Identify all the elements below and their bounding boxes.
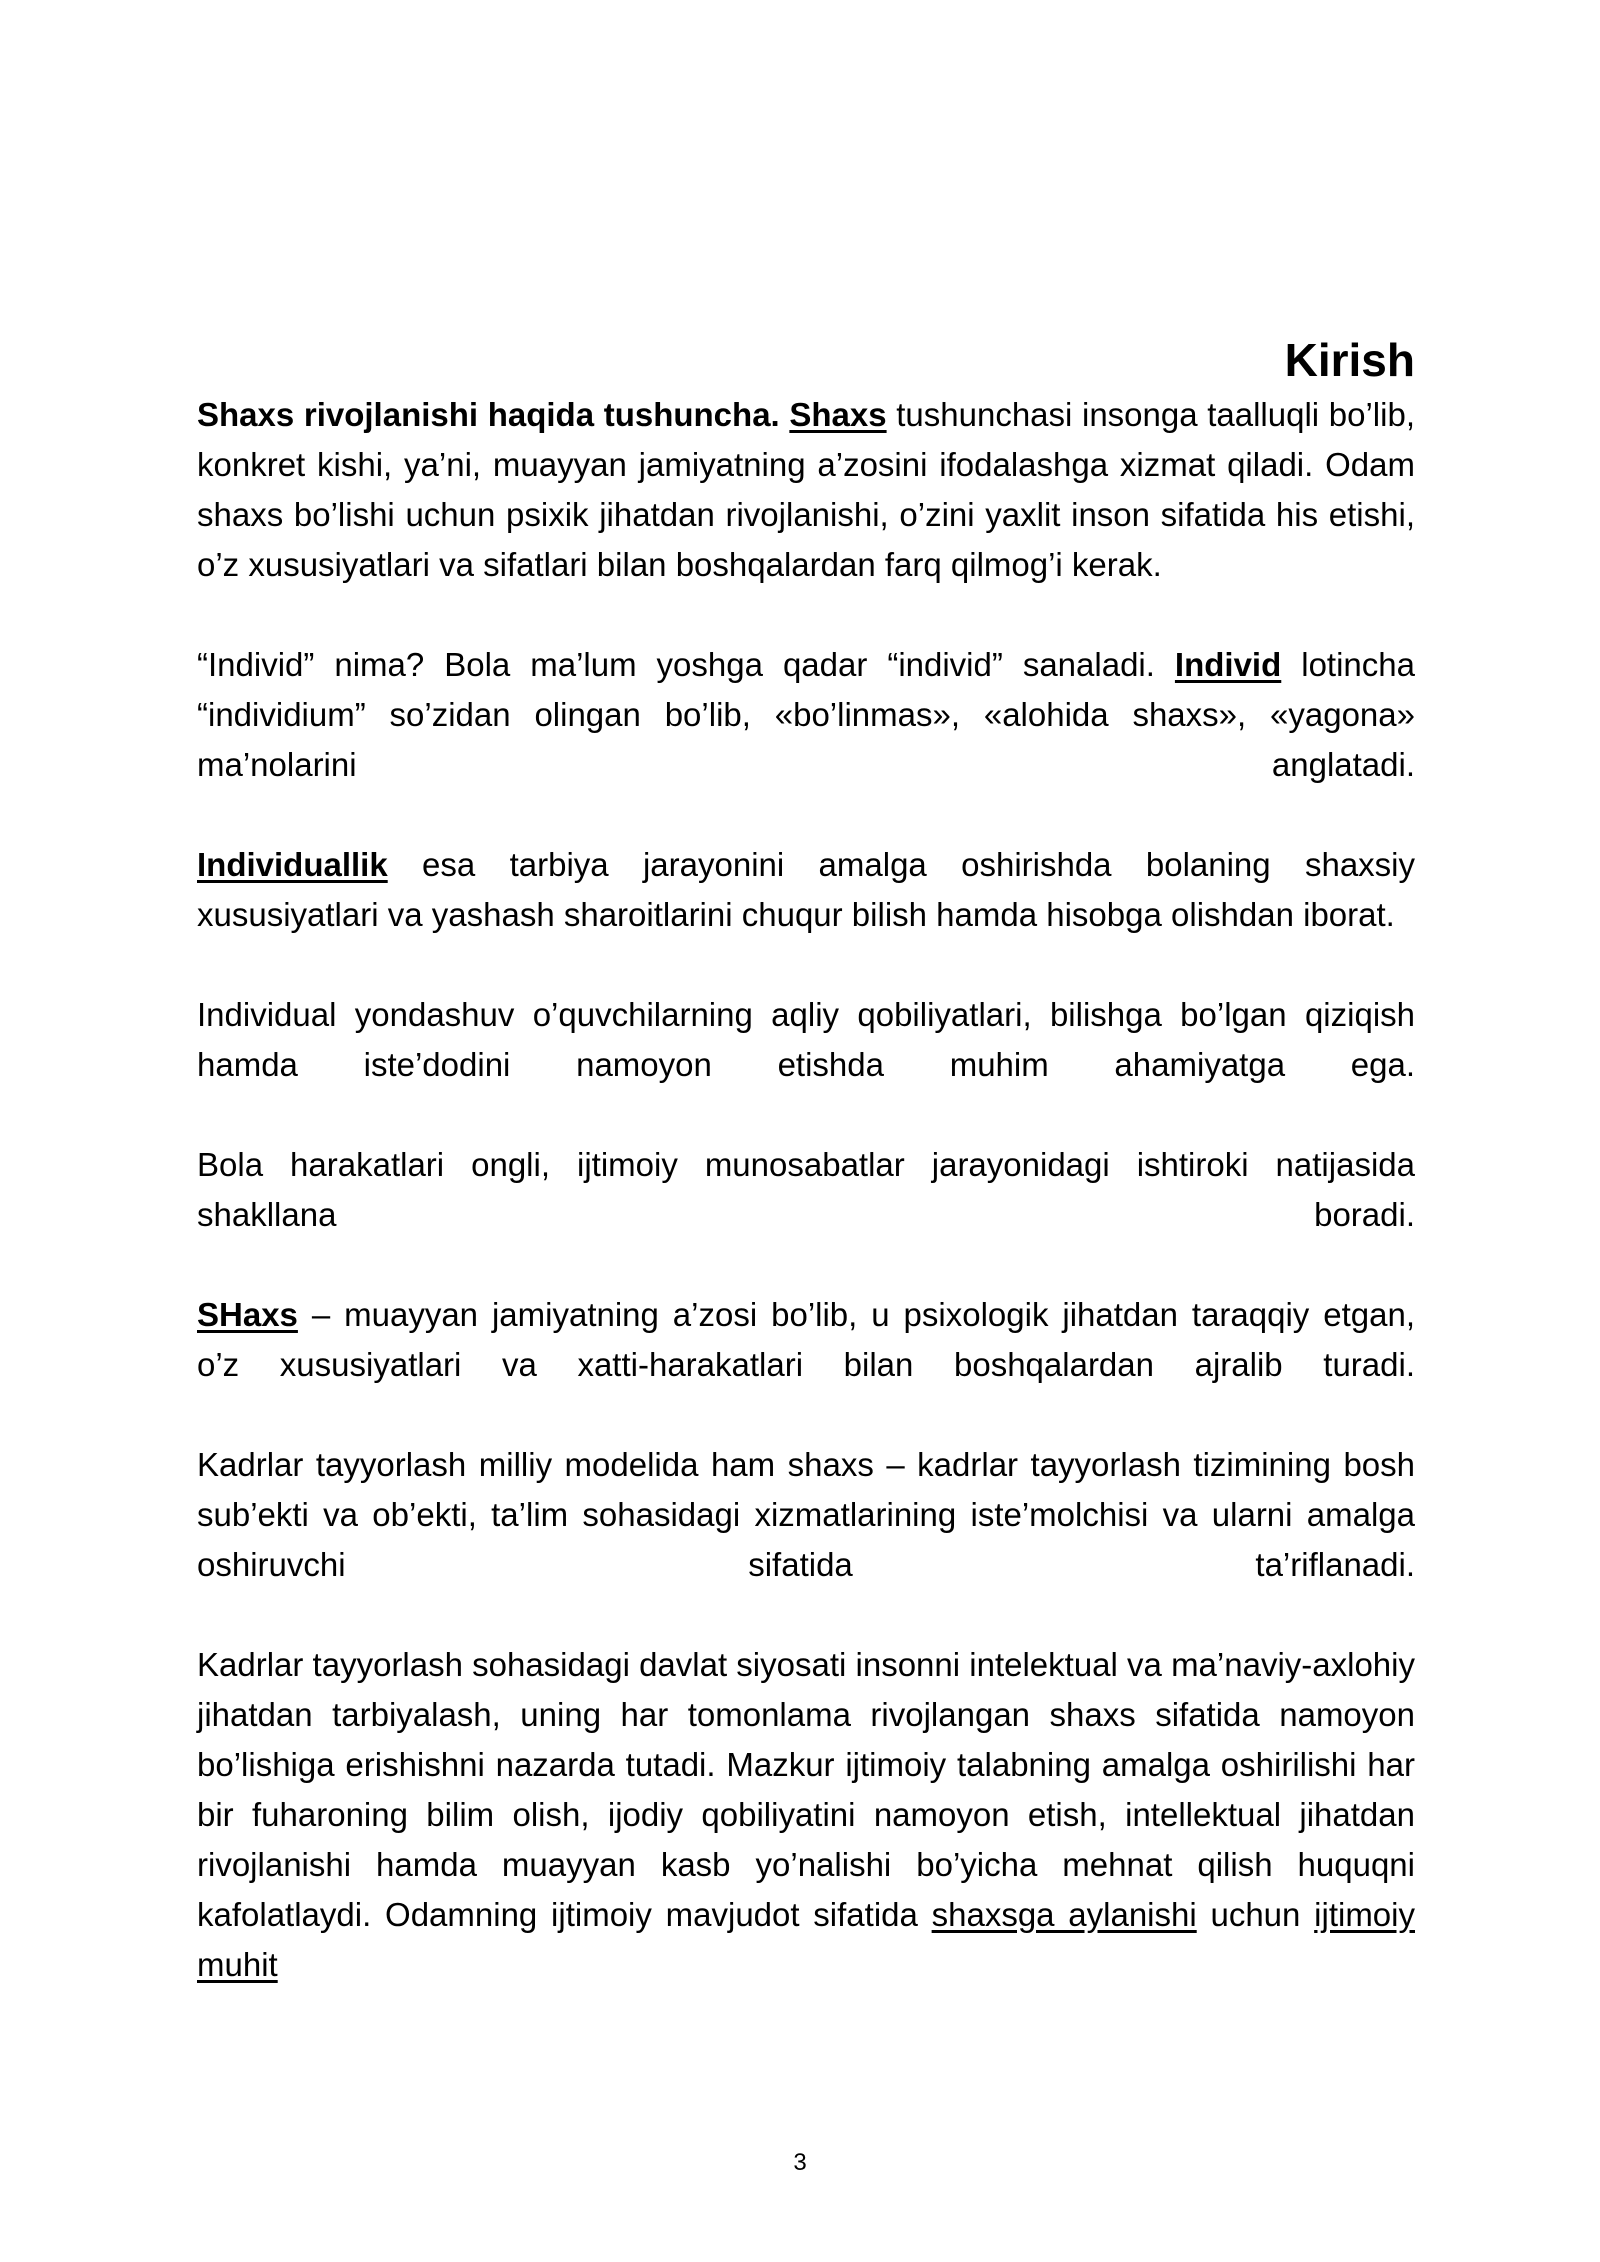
paragraph-bola-harakatlari: [197, 1140, 1415, 1240]
term-shaxs: Shaxs: [789, 396, 887, 433]
paragraph-text-after: lotincha “individium” so’zidan olingan bo’lib, «bo’linmas», «alohida shaxs», «yagona» ma’nolarini anglatadi.: [197, 646, 1415, 783]
paragraph-shaxs-definition: [197, 1290, 1415, 1390]
page-number: 3: [793, 2149, 807, 2176]
paragraph-text: Kadrlar tayyorlash milliy modelida ham shaxs – kadrlar tayyorlash tizimining bosh sub’ekti va ob’ekti, ta’lim sohasidagi xizmatlarining iste’molchisi va ularni amalga oshiruvchi sifatida ta’riflanadi.: [197, 1446, 1415, 1583]
paragraph-text-after: esa tarbiya jarayonini amalga oshirishda bolaning shaxsiy xususiyatlari va yashash sharoitlarini chuqur bilish hamda hisobga olishdan iborat.: [197, 846, 1416, 933]
paragraph-individ: [197, 640, 1415, 790]
paragraph-kadrlar-model: [197, 1440, 1415, 1590]
paragraph-text-before: “Individ” nima? Bola ma’lum yoshga qadar “individ” sanaladi.: [197, 646, 1155, 683]
document-page: [197, 330, 1415, 1990]
page-title: Kirish: [1284, 334, 1415, 386]
paragraph-tail-mid: uchun: [1210, 1896, 1301, 1933]
paragraph-davlat-siyosati: [197, 1640, 1415, 1990]
paragraph-shaxs-intro: [197, 390, 1415, 590]
lead-heading: Shaxs rivojlanishi haqida tushuncha.: [197, 396, 780, 433]
link-shaxsga-aylanishi[interactable]: shaxsga aylanishi: [931, 1896, 1197, 1933]
paragraph-individuallik: [197, 840, 1415, 940]
term-individ: Individ: [1174, 646, 1282, 683]
link-ijtimoiy-muhit[interactable]: ijtimoiy muhit: [197, 1896, 1415, 1983]
paragraph-individual-yondashuv: [197, 990, 1415, 1090]
paragraph-text: Individual yondashuv o’quvchilarning aqliy qobiliyatlari, bilishga bo’lgan qiziqish hamda iste’dodini namoyon etishda muhim ahamiyatga ega.: [197, 996, 1415, 1083]
paragraph-text: Bola harakatlari ongli, ijtimoiy munosabatlar jarayonidagi ishtiroki natijasida shakllana boradi.: [197, 1146, 1415, 1233]
term-individuallik: Individuallik: [197, 846, 388, 883]
paragraph-tail-before: Odamning ijtimoiy mavjudot sifatida: [385, 1896, 918, 1933]
paragraph-text-after: – muayyan jamiyatning a’zosi bo’lib, u psixologik jihatdan taraqqiy etgan, o’z xususiyatlari va xatti-harakatlari bilan boshqalardan ajralib turadi.: [197, 1296, 1415, 1383]
paragraph-text: tushunchasi insonga taalluqli bo’lib, konkret kishi, ya’ni, muayyan jamiyatning a’zosini ifodalashga xizmat qiladi. Odam shaxs bo’lishi uchun psixik jihatdan rivojlanishi, o’zini yaxlit inson sifatida his etishi, o’z xususiyatlari va sifatlari bilan boshqalardan farq qilmog’i kerak.: [197, 396, 1415, 583]
paragraph-text: Kadrlar tayyorlash sohasidagi davlat siyosati insonni intelektual va ma’naviy-axlohiy jihatdan tarbiyalash, uning har tomonlama rivojlangan shaxs sifatida namoyon bo’lishiga erishishni nazarda tutadi. Mazkur ijtimoiy talabning amalga oshirilishi har bir fuharoning bilim olish, ijodiy qobiliyatini namoyon etish, intellektual jihatdan rivojlanishi hamda muayyan kasb yo’nalishi bo’yicha mehnat qilish huquqni kafolatlaydi.: [197, 1646, 1415, 1933]
term-shaxs-caps: SHaxs: [197, 1296, 298, 1333]
